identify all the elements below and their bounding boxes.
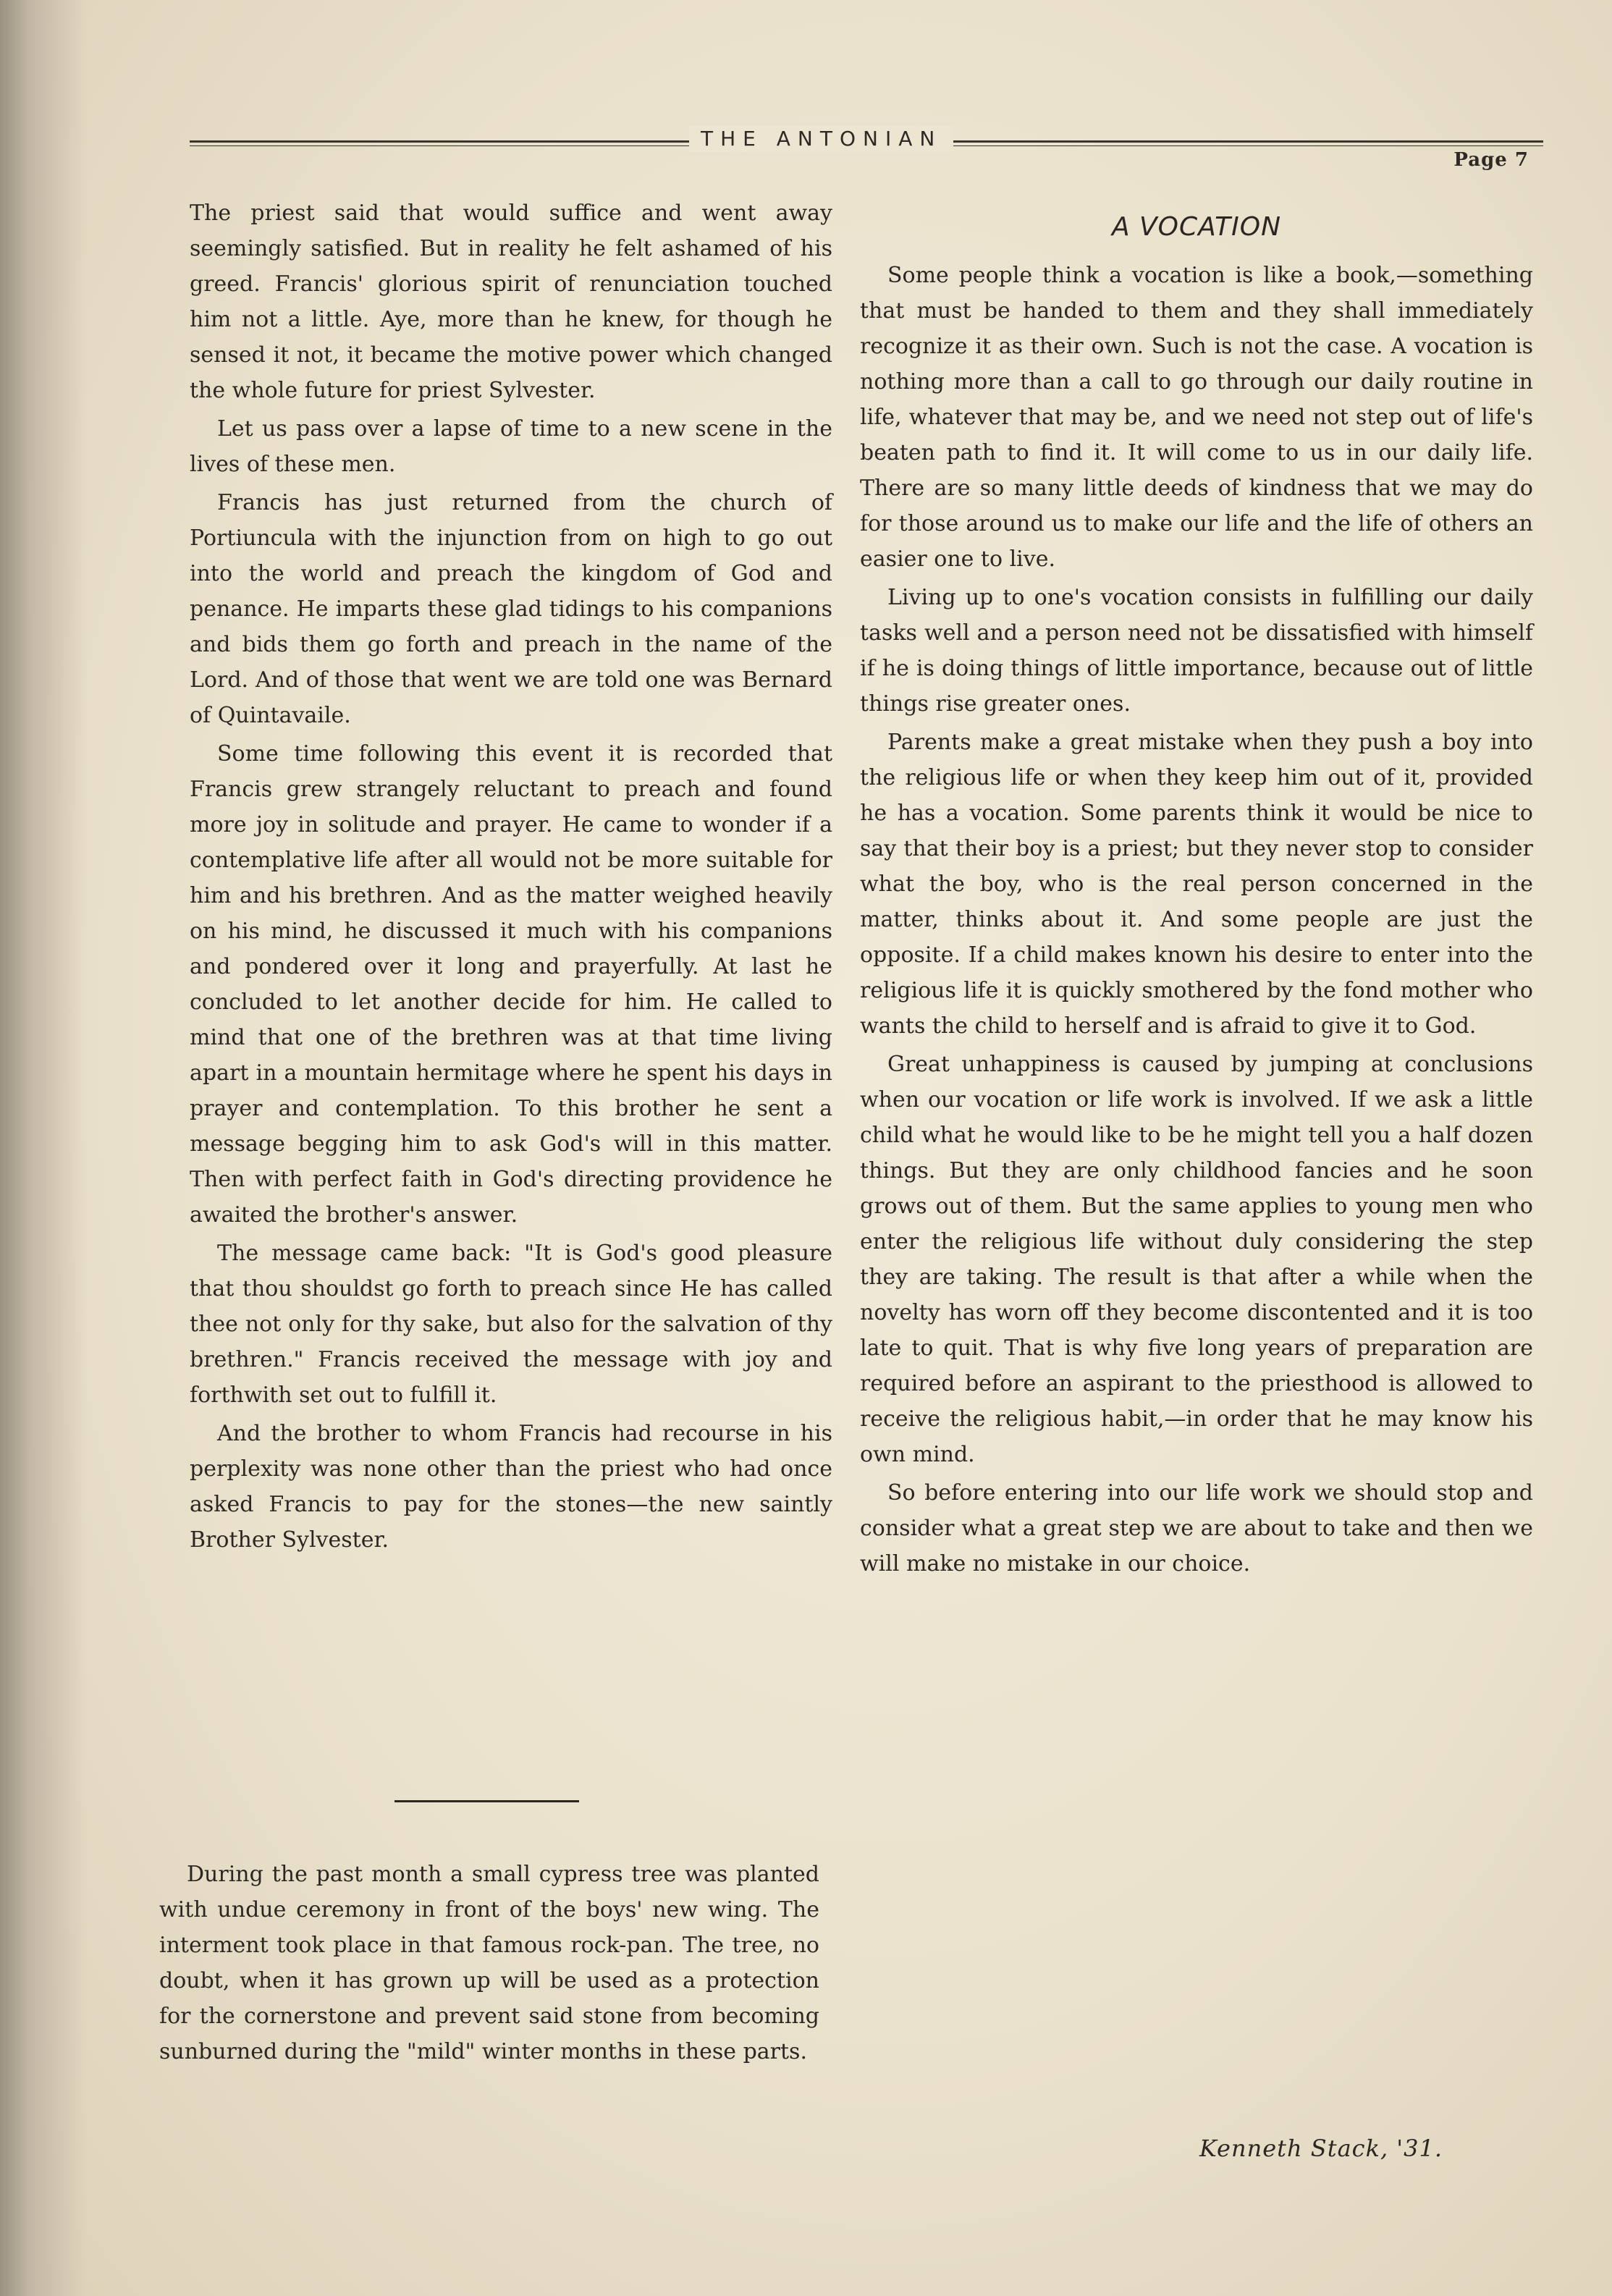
paragraph: Some people think a vocation is like a book,—something that must be handed to them and they shall immediately recognize it as their own. Such is not the case. A vocation is nothing more than a call to go through our daily routine in life, whatever that may be, and we need not step out of life's beaten path to find it. It will come to us in our daily life. There are so many little deeds of kindness that we may do for those around us to make our life and the life of others an easier one to live. [860,263,1533,572]
page-gutter-shadow [0,0,87,2296]
paragraph: Living up to one's vocation consists in fulfilling our daily tasks well and a person need not be dissatisfied with himself if he is doing things of little importance, because out of little things rise greater ones. [860,585,1533,717]
paragraph: During the past month a small cypress tree was planted with undue ceremony in front of the boys' new wing. The interment took place in that famous rock-pan. The tree, no doubt, when it has grown up will be used as a protection for the cornerstone and prevent said stone from becoming sunburned during the "mild" winter months in these parts. [159,1862,819,2064]
paragraph: Let us pass over a lapse of time to a new scene in the lives of these men. [190,416,832,477]
paragraph: The message came back: "It is God's good pleasure that thou shouldst go forth to preach since He has called thee not only for thy sake, but also for the salvation of thy brethren." Francis received the message with joy and forthwith set out to fulfill it. [190,1241,832,1408]
paragraph: The priest said that would suffice and went away seemingly satisfied. But in reality he felt ashamed of his greed. Francis' glorious spirit of renunciation touched him not a little. Aye, more than he knew, for though he sensed it not, it became the motive power which changed the whole future for priest Sylvester. [190,201,832,403]
article-title: A VOCATION [1111,212,1282,242]
news-note [159,1857,819,2072]
paragraph: Parents make a great mistake when they push a boy into the religious life or when they keep him out of it, provided he has a vocation. Some parents think it would be nice to say that their boy is a priest; but they never stop to consider what the boy, who is the real person concerned in the matter, thinks about it. And some people are just the opposite. If a child makes known his desire to enter into the religious life it is quickly smothered by the fond mother who wants the child to herself and is afraid to give it to God. [860,730,1533,1039]
paragraph: And the brother to whom Francis had recourse in his perplexity was none other than the priest who had once asked Francis to pay for the stones—the new saintly Brother Sylvester. [190,1421,832,1553]
left-column [190,195,832,1561]
running-title: THE ANTONIAN [689,126,953,152]
page-number: Page 7 [1453,149,1529,171]
paragraph: Great unhappiness is caused by jumping at conclusions when our vocation or life work is involved. If we ask a little child what he would like to be he might tell you a half dozen things. But they are only childhood fancies and he soon grows out of them. But the same applies to young men who enter the religious life without duly considering the step they are taking. The result is that after a while when the novelty has worn off they become discontented and it is too late to quit. That is why five long years of preparation are required before an aspirant to the priesthood is allowed to receive the religious habit,—in order that he may know his own mind. [860,1052,1533,1467]
paragraph: So before entering into our life work we should stop and consider what a great step we are about to take and then we will make no mistake in our choice. [860,1480,1533,1577]
author-byline: Kenneth Stack, '31. [1199,2135,1443,2162]
running-header [190,123,1543,171]
section-separator [394,1800,579,1802]
paragraph: Francis has just returned from the church of Portiuncula with the injunction from on high to go out into the world and preach the kingdom of God and penance. He imparts these glad tidings to his companions and bids them go forth and preach in the name of the Lord. And of those that went we are told one was Bernard of Quintavaile. [190,490,832,728]
paragraph: Some time following this event it is recorded that Francis grew strangely reluctant to preach and found more joy in solitude and prayer. He came to wonder if a contemplative life after all would not be more suitable for him and his brethren. And as the matter weighed heavily on his mind, he discussed it much with his companions and pondered over it long and prayerfully. At last he concluded to let another decide for him. He called to mind that one of the brethren was at that time living apart in a mountain hermitage where he spent his days in prayer and contemplation. To this brother he sent a message begging him to ask God's will in this matter. Then with perfect faith in God's directing providence he awaited the brother's answer. [190,741,832,1228]
right-column [860,210,1533,1584]
